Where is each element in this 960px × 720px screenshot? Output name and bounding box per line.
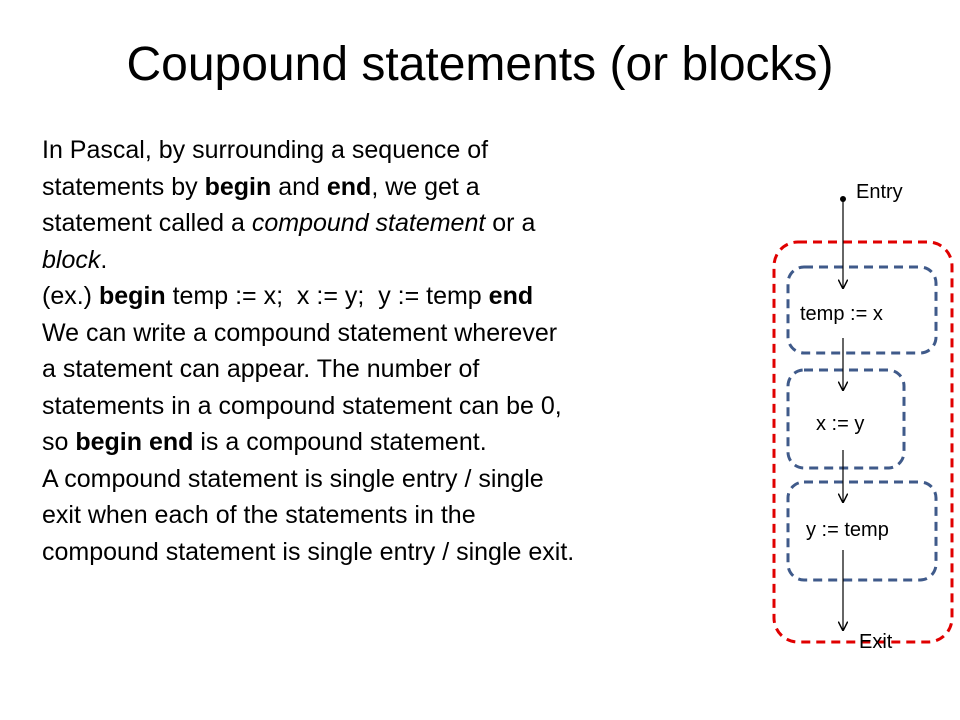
exit-label: Exit <box>859 631 893 653</box>
example-keyword-end: end <box>488 282 534 310</box>
statement-label-3: y := temp <box>806 519 889 541</box>
paragraph-3-line-2: exit when each of the statements in the <box>42 501 476 529</box>
example-line: (ex.) begin temp := x; x := y; y := temp end <box>42 282 534 310</box>
keyword-begin-end: begin end <box>75 428 194 456</box>
paragraph-2-line-3: statements in a compound statement can be 0, <box>42 391 562 420</box>
term-compound-statement: compound statement <box>251 209 486 237</box>
paragraph-1-line-1: In Pascal, by surrounding a sequence of <box>42 136 489 164</box>
flow-diagram <box>760 160 960 680</box>
keyword-end: end <box>326 172 372 201</box>
paragraph-3-line-1: A compound statement is single entry / single <box>42 464 544 493</box>
example-keyword-begin: begin <box>98 282 166 310</box>
keyword-begin: begin <box>204 172 272 201</box>
paragraph-1-line-2: statements by begin and end, we get a <box>42 172 480 201</box>
paragraph-1-line-4: block. <box>42 245 108 274</box>
statement-label-1: temp := x <box>800 303 883 325</box>
entry-label: Entry <box>856 181 903 203</box>
slide-title: Coupound statements (or blocks) <box>126 38 834 91</box>
paragraph-2-line-1: We can write a compound statement wherever <box>42 318 558 347</box>
statement-label-2: x := y <box>816 413 865 435</box>
paragraph-3-line-3: compound statement is single entry / single exit. <box>42 537 575 566</box>
body-text <box>42 132 782 570</box>
term-block: block <box>42 245 101 274</box>
paragraph-2-line-2: a statement can appear. The number of <box>42 355 480 383</box>
paragraph-2-line-4: so begin end is a compound statement. <box>42 428 487 456</box>
paragraph-1-line-3: statement called a compound statement or a <box>42 209 536 237</box>
